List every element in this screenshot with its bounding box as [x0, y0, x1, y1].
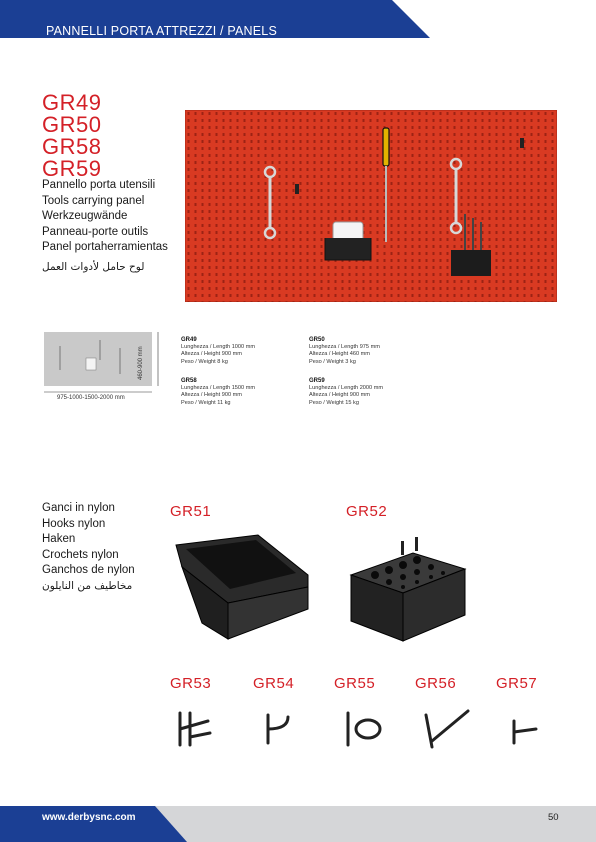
product-code-gr55: GR55	[334, 675, 376, 692]
nylon-hook-gr53-icon	[168, 707, 216, 749]
spec-line: Lunghezza / Length 1500 mm	[181, 385, 256, 392]
nylon-hook-gr56-icon	[418, 707, 474, 751]
drill-bit-stand-icon	[343, 533, 471, 645]
spec-line: Lunghezza / Length 1000 mm	[181, 344, 256, 351]
peg-hook-icon	[295, 184, 299, 194]
spec-block	[181, 337, 255, 366]
description-line: Pannello porta utensili	[42, 179, 156, 191]
page-number: 50	[548, 812, 559, 823]
description-line: Hooks nylon	[42, 517, 106, 530]
nylon-hook-gr57-icon	[506, 717, 542, 747]
spec-block	[181, 378, 255, 407]
panel-code: GR59	[42, 156, 102, 181]
spec-line: Peso / Weight 15 kg	[309, 399, 359, 406]
spec-code: GR59	[309, 378, 325, 384]
spec-block	[309, 378, 383, 407]
description-line: Tools carrying panel	[42, 194, 145, 207]
height-dimension-label: 460-900 mm	[138, 346, 144, 380]
description-line: Ganchos de nylon	[42, 564, 135, 576]
product-code-gr53: GR53	[170, 675, 212, 692]
description-line: Ganci in nylon	[42, 502, 115, 514]
spec-line: Lunghezza / Length 2000 mm	[309, 385, 384, 392]
spec-line: Peso / Weight 3 kg	[309, 358, 356, 365]
product-code-gr54: GR54	[253, 675, 295, 692]
product-code-gr56: GR56	[415, 675, 457, 692]
description-line: Panel portaherramientas	[42, 241, 168, 253]
spec-block	[309, 337, 380, 366]
width-dimension-label: 975-1000-1500-2000 mm	[57, 395, 125, 401]
panel-codes	[42, 92, 101, 180]
description-line-arabic: مخاطيف من النايلون	[42, 579, 133, 592]
panel-code: GR50	[42, 112, 102, 137]
spec-code: GR58	[181, 378, 197, 384]
product-code-gr52: GR52	[346, 503, 388, 520]
description-line: Haken	[42, 533, 76, 545]
spec-code: GR50	[309, 337, 325, 343]
spec-line: Altezza / Height 900 mm	[181, 351, 242, 358]
peg-hook-icon	[520, 138, 524, 148]
description-line: Werkzeugwände	[42, 210, 128, 222]
description-line: Panneau-porte outils	[42, 225, 149, 238]
nylon-hook-gr54-icon	[260, 707, 300, 749]
spec-line: Lunghezza / Length 975 mm	[309, 344, 380, 351]
spec-line: Peso / Weight 11 kg	[181, 399, 231, 406]
tool-panel-photo	[185, 110, 557, 302]
description-line-arabic: لوح حامل لأدوات العمل	[42, 260, 145, 273]
panel-code: GR49	[42, 90, 102, 115]
section-title: PANNELLI PORTA ATTREZZI / PANELS	[46, 24, 277, 38]
panel-code: GR58	[42, 134, 102, 159]
website-link[interactable]: www.derbysnc.com	[42, 812, 136, 823]
spec-line: Peso / Weight 8 kg	[181, 358, 228, 365]
nylon-hook-gr55-icon	[340, 707, 386, 749]
spec-line: Altezza / Height 460 mm	[309, 351, 370, 358]
spec-line: Altezza / Height 900 mm	[309, 392, 370, 399]
product-code-gr51: GR51	[170, 503, 212, 520]
storage-bin-icon	[168, 527, 313, 642]
panel-description	[42, 178, 168, 275]
product-code-gr57: GR57	[496, 675, 538, 692]
spec-line: Altezza / Height 900 mm	[181, 392, 242, 399]
spec-code: GR49	[181, 337, 197, 343]
hooks-description	[42, 501, 135, 594]
description-line: Crochets nylon	[42, 548, 119, 561]
